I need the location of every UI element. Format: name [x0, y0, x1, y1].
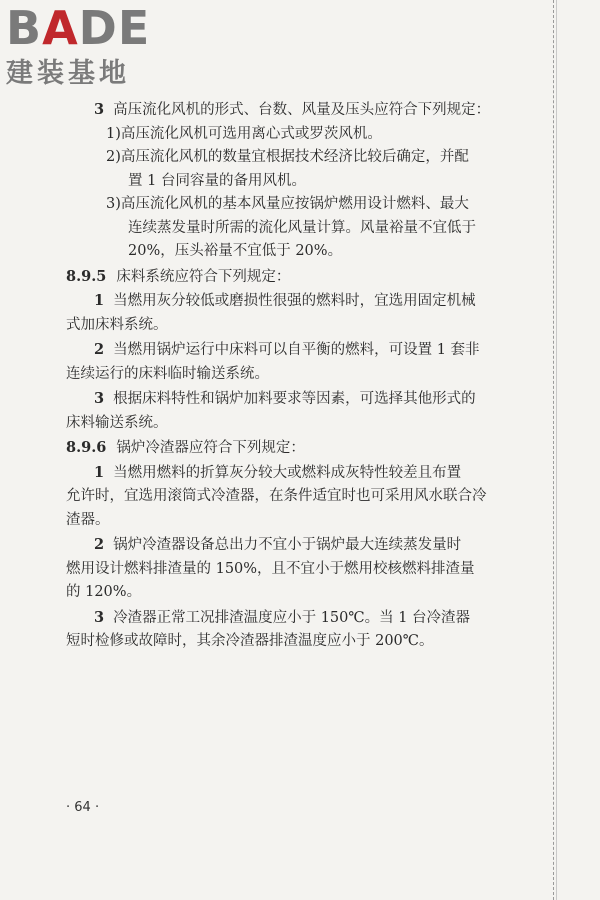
fan-subclause-2: 2)高压流化风机的数量宜根据技术经济比较后确定，并配: [106, 149, 469, 165]
page-edge-line: [553, 0, 554, 900]
section-896-heading: 8.9.6 锅炉冷渣器应符合下列规定：: [66, 439, 305, 456]
logo-accent-letter: A: [42, 1, 79, 55]
document-body: [66, 98, 496, 654]
section-895-heading: 8.9.5 床料系统应符合下列规定：: [66, 267, 291, 285]
logo-subtitle: 建装基地: [6, 58, 130, 89]
fan-clause-heading: 3 高压流化风机的形式、台数、风量及压头应符合下列规定：: [94, 101, 491, 118]
fan-subclause-3-cont: 连续蒸发量时所需的流化风量计算。风量裕量不宜低于: [128, 219, 476, 236]
logo-wordmark: BADE: [6, 1, 151, 55]
clause-895-1-cont: 式加床料系统。: [66, 316, 168, 333]
clause-895-2: 2 当燃用锅炉运行中床料可以自平衡的燃料，可设置 1 套非: [94, 341, 480, 358]
clause-895-3-cont: 床料输送系统。: [66, 414, 168, 431]
clause-895-2-cont: 连续运行的床料临时输送系统。: [66, 365, 269, 382]
page-edge-line-inner: [556, 0, 557, 900]
clause-896-1: 1 当燃用燃料的折算灰分较大或燃料成灰特性较差且布置: [94, 463, 462, 481]
clause-895-3: 3 根据床料特性和锅炉加料要求等因素，可选择其他形式的: [94, 390, 476, 407]
clause-895-1: 1 当燃用灰分较低或磨损性很强的燃料时，宜选用固定机械: [94, 292, 476, 309]
clause-896-2-cont: 燃用设计燃料排渣量的 150%，且不宜小于燃用校核燃料排渣量: [66, 560, 475, 577]
bade-logo: [6, 1, 176, 96]
clause-896-2: 2 锅炉冷渣器设备总出力不宜小于锅炉最大连续蒸发量时: [94, 536, 462, 553]
clause-896-2-cont2: 的 120%。: [66, 584, 142, 600]
fan-subclause-3-cont2: 20%，压头裕量不宜低于 20%。: [128, 243, 343, 259]
page-number: · 64 ·: [66, 800, 100, 815]
clause-896-3: 3 冷渣器正常工况排渣温度应小于 150℃。当 1 台冷渣器: [94, 608, 471, 626]
clause-896-1-cont2: 渣器。: [66, 511, 110, 528]
fan-subclause-1: 1)高压流化风机可选用离心式或罗茨风机。: [106, 125, 382, 142]
fan-subclause-2-cont: 置 1 台同容量的备用风机。: [128, 172, 306, 189]
fan-subclause-3: 3)高压流化风机的基本风量应按锅炉燃用设计燃料、最大: [106, 196, 469, 212]
clause-896-1-cont: 允许时，宜选用滚筒式冷渣器，在条件适宜时也可采用风水联合冷: [66, 488, 487, 504]
clause-896-3-cont: 短时检修或故障时，其余冷渣器排渣温度应小于 200℃。: [66, 633, 434, 649]
